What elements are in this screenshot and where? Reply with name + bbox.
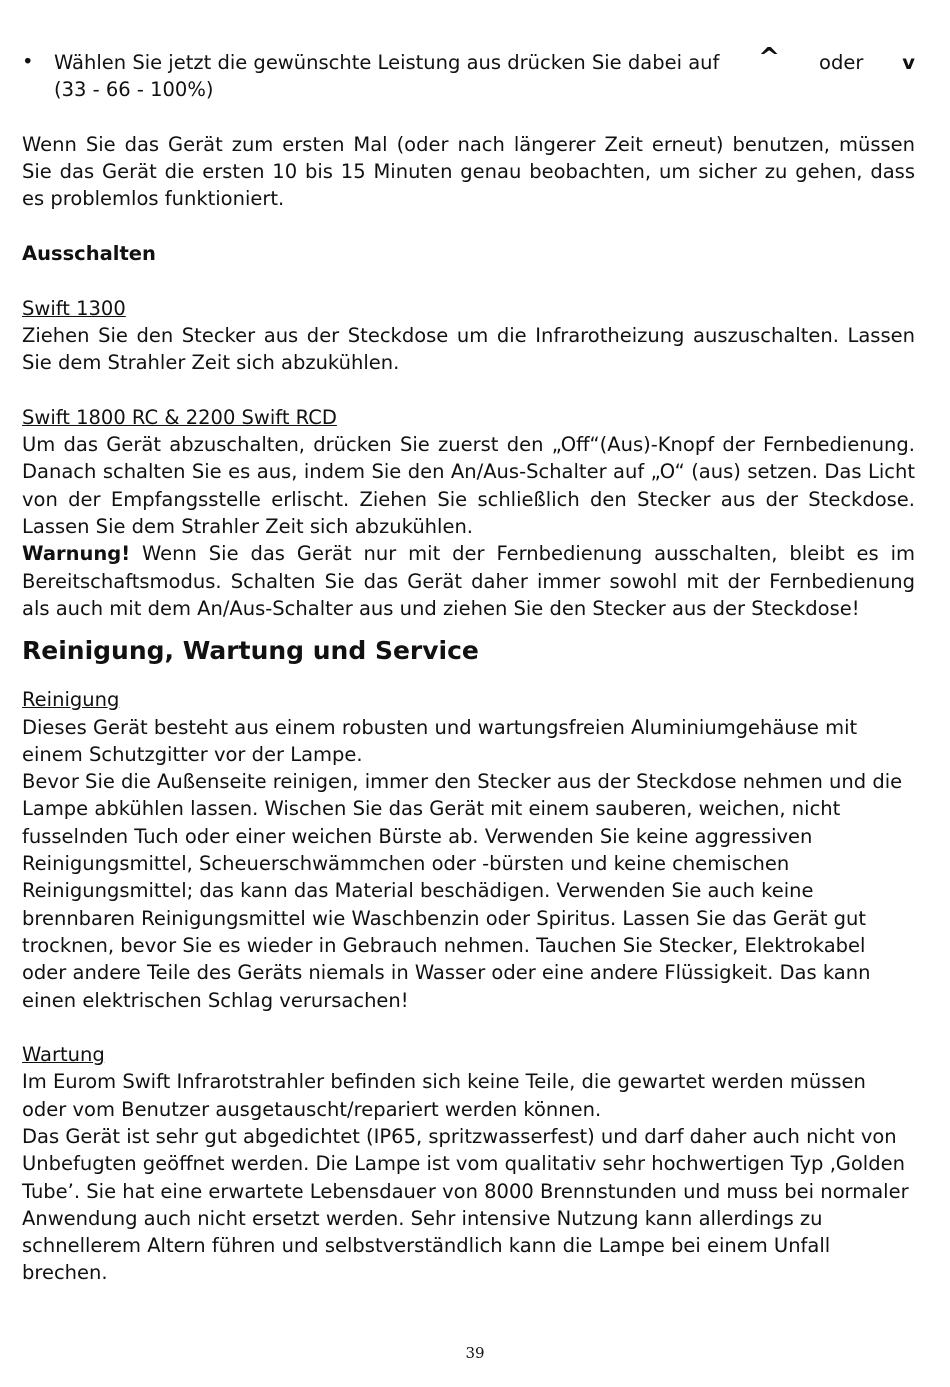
bullet-oder: oder bbox=[819, 51, 864, 74]
spacer bbox=[22, 377, 915, 404]
reinigung-paragraph-1: Dieses Gerät besteht aus einem robusten und wartungsfreien Aluminiumgehäuse mit einem Schutzgitter vor der Lampe. bbox=[22, 715, 858, 766]
spacer bbox=[22, 104, 915, 131]
section-heading-service: Reinigung, Wartung und Service bbox=[22, 636, 479, 666]
bullet-dot: • bbox=[22, 50, 34, 73]
subheading-reinigung: Reinigung bbox=[22, 688, 120, 712]
warning-label: Warnung! bbox=[22, 542, 131, 566]
wartung-paragraph-2: Das Gerät ist sehr gut abgedichtet (IP65, spritzwasserfest) und darf daher auch nicht von Unbefugten geöffnet werden. Die Lampe ist vom qualitativ sehr hochwertigen Typ ‚Golden Tube’. Sie hat eine erwartete Lebensdauer von 8000 Brennstunden und muss bei normaler Anwendung auch nicht ersetzt werden. Sehr intensive Nutzung kann allerdings zu schnellerem Altern führen und selbstverständlich kann die Lampe bei einem Unfall brechen. bbox=[22, 1124, 909, 1285]
bullet-first-line bbox=[54, 43, 915, 76]
spacer bbox=[22, 213, 915, 240]
subheading-swift-1300: Swift 1300 bbox=[22, 296, 126, 320]
document-page bbox=[22, 43, 915, 1287]
subheading-wartung: Wartung bbox=[22, 1043, 105, 1067]
bullet-item-power-level bbox=[22, 43, 915, 104]
reinigung-paragraph-2: Bevor Sie die Außenseite reinigen, immer den Stecker aus der Steckdose nehmen und die Lampe abkühlen lassen. Wischen Sie das Gerät mit einem sauberen, weichen, nicht fusselnden Tuch oder einer weichen Bürste ab. Verwenden Sie keine aggressiven Reinigungsmittel, Scheuerschwämmchen oder -bürsten und keine chemischen Reinigungsmittel; das kann das Material beschädigen. Verwenden Sie auch keine brennbaren Reinigungsmittel wie Waschbenzin oder Spiritus. Lassen Sie das Gerät gut trocknen, bevor Sie es wieder in Gebrauch nehmen. Tauchen Sie Stecker, Elektrokabel oder andere Teile des Geräts niemals in Wasser oder eine andere Flüssigkeit. Das kann einen elektrischen Schlag verursachen! bbox=[22, 770, 903, 1012]
spacer bbox=[22, 1014, 915, 1041]
bullet-body bbox=[54, 43, 915, 104]
intro-paragraph: Wenn Sie das Gerät zum ersten Mal (oder nach längerer Zeit erneut) benutzen, müssen Sie das Gerät die ersten 10 bis 15 Minuten genau beobachten, um sicher zu gehen, dass es problemlos funktioniert. bbox=[22, 132, 915, 211]
wartung-paragraph-1: Im Eurom Swift Infrarotstrahler befinden sich keine Teile, die gewartet werden müssen oder vom Benutzer ausgetauscht/repariert werden können. bbox=[22, 1070, 866, 1121]
subheading-swift-1800: Swift 1800 RC & 2200 Swift RCD bbox=[22, 405, 337, 429]
bullet-text: Wählen Sie jetzt die gewünschte Leistung aus drücken Sie dabei auf bbox=[54, 51, 720, 74]
swift-1300-paragraph: Ziehen Sie den Stecker aus der Steckdose um die Infrarotheizung auszuschalten. Lassen Sie dem Strahler Zeit sich abzukühlen. bbox=[22, 323, 915, 375]
bullet-range: (33 - 66 - 100%) bbox=[54, 78, 214, 102]
spacer bbox=[22, 267, 915, 294]
caret-up-icon: ^ bbox=[758, 43, 781, 73]
page-number: 39 bbox=[465, 1344, 485, 1362]
swift-1800-paragraph: Um das Gerät abzuschalten, drücken Sie zuerst den „Off“(Aus)-Knopf der Fernbedienung. Danach schalten Sie es aus, indem Sie den An/Aus-Schalter auf „O“ (aus) setzen. Das Licht von der Empfangsstelle erlischt. Ziehen Sie schließlich den Stecker aus der Steckdose. Lassen Sie dem Strahler Zeit sich abzukühlen. bbox=[22, 433, 915, 539]
warning-paragraph bbox=[22, 540, 915, 622]
section-heading-ausschalten: Ausschalten bbox=[22, 242, 156, 266]
warning-text: Wenn Sie das Gerät nur mit der Fernbedienung ausschalten, bleibt es im Bereitschaftsmodus. Schalten Sie das Gerät daher immer sowohl mit der Fernbedienung als auch mit dem An/Aus-Schalter aus und ziehen Sie den Stecker aus der Steckdose! bbox=[22, 542, 915, 620]
v-down-icon: v bbox=[902, 51, 915, 74]
